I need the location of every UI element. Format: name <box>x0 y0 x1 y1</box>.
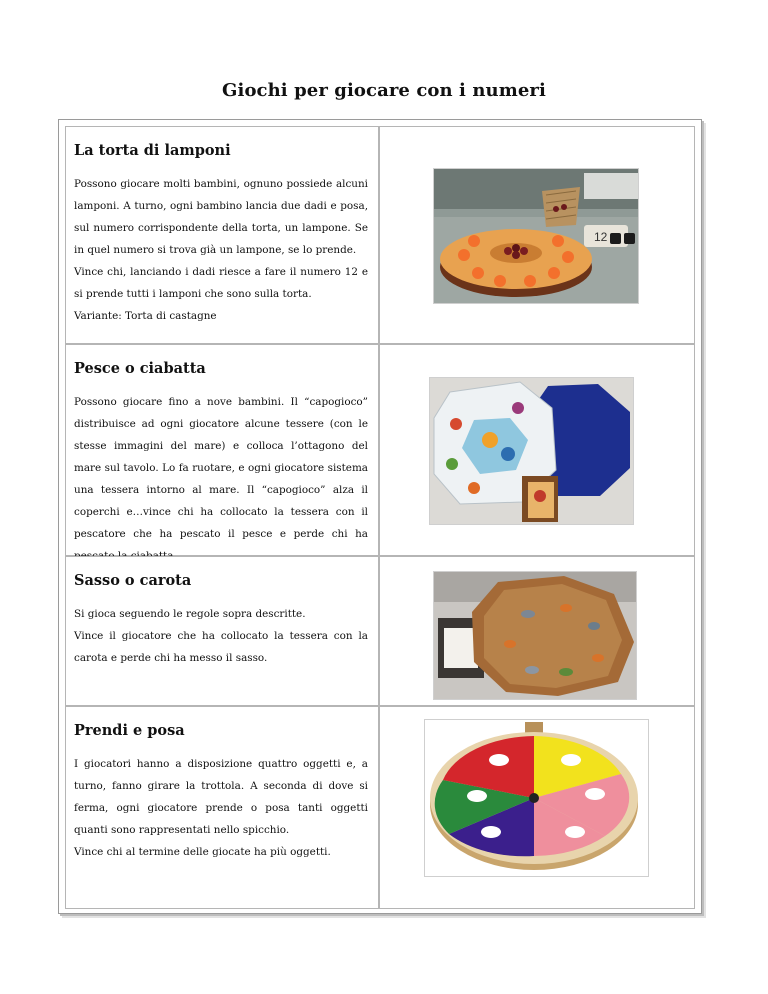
stone-or-carrot-photo <box>433 571 637 700</box>
game-description <box>74 753 368 863</box>
game-text-cell <box>65 556 379 706</box>
game-paragraph: Variante: Torta di castagne <box>74 310 217 322</box>
raspberry-cake-photo <box>433 168 639 304</box>
games-table <box>58 119 702 914</box>
game-image-cell <box>379 126 695 344</box>
game-description <box>74 391 368 567</box>
game-text-cell <box>65 344 379 556</box>
game-text-cell <box>65 126 379 344</box>
page-title: Giochi per giocare con i numeri <box>222 80 546 101</box>
game-image-cell <box>379 344 695 556</box>
game-paragraph: Possono giocare molti bambini, ognuno possiede alcuni lamponi. A turno, ogni bambino lancia due dadi e posa, sul numero corrispondente della torta, un lampone. Se in quel numero si trova già un lampone, se lo prende. <box>74 178 368 256</box>
game-paragraph: Vince chi, lanciando i dadi riesce a fare il numero 12 e si prende tutti i lamponi che sono sulla torta. <box>74 266 368 300</box>
game-image-cell <box>379 556 695 706</box>
game-paragraph: Vince chi al termine delle giocate ha più oggetti. <box>74 846 331 858</box>
fish-or-slipper-photo <box>429 377 634 525</box>
game-title: Sasso o carota <box>74 572 192 589</box>
game-description <box>74 173 368 327</box>
game-image-cell <box>379 706 695 909</box>
game-title: Pesce o ciabatta <box>74 360 206 377</box>
game-paragraph: Si gioca seguendo le regole sopra descritte. <box>74 608 306 620</box>
game-text-cell <box>65 706 379 909</box>
game-paragraph: Possono giocare fino a nove bambini. Il “capogioco” distribuisce ad ogni giocatore alcune tessere (con le stesse immagini del mare) e colloca l’ottagono del mare sul tavolo. Lo fa ruotare, e ogni giocatore sistema una tessera intorno al mare. Il “capogioco” alza il coperchi e…vince chi ha collocato la tessera con il pescatore che ha pescato il pesce e perde chi ha <box>74 396 368 540</box>
game-title: Prendi e posa <box>74 722 185 739</box>
game-paragraph: Vince il giocatore che ha collocato la tessera con la carota e perde chi ha messo il sasso. <box>74 630 368 664</box>
game-paragraph: I giocatori hanno a disposizione quattro oggetti e, a turno, fanno girare la trottola. A seconda di dove si ferma, ogni giocatore prende o posa tanti oggetti quanti sono rappresentati nello spicchio. <box>74 758 368 836</box>
spinner-wheel-photo <box>424 719 649 877</box>
dice-number-label: 12 <box>594 230 608 244</box>
game-description <box>74 603 368 669</box>
game-title: La torta di lamponi <box>74 142 231 159</box>
